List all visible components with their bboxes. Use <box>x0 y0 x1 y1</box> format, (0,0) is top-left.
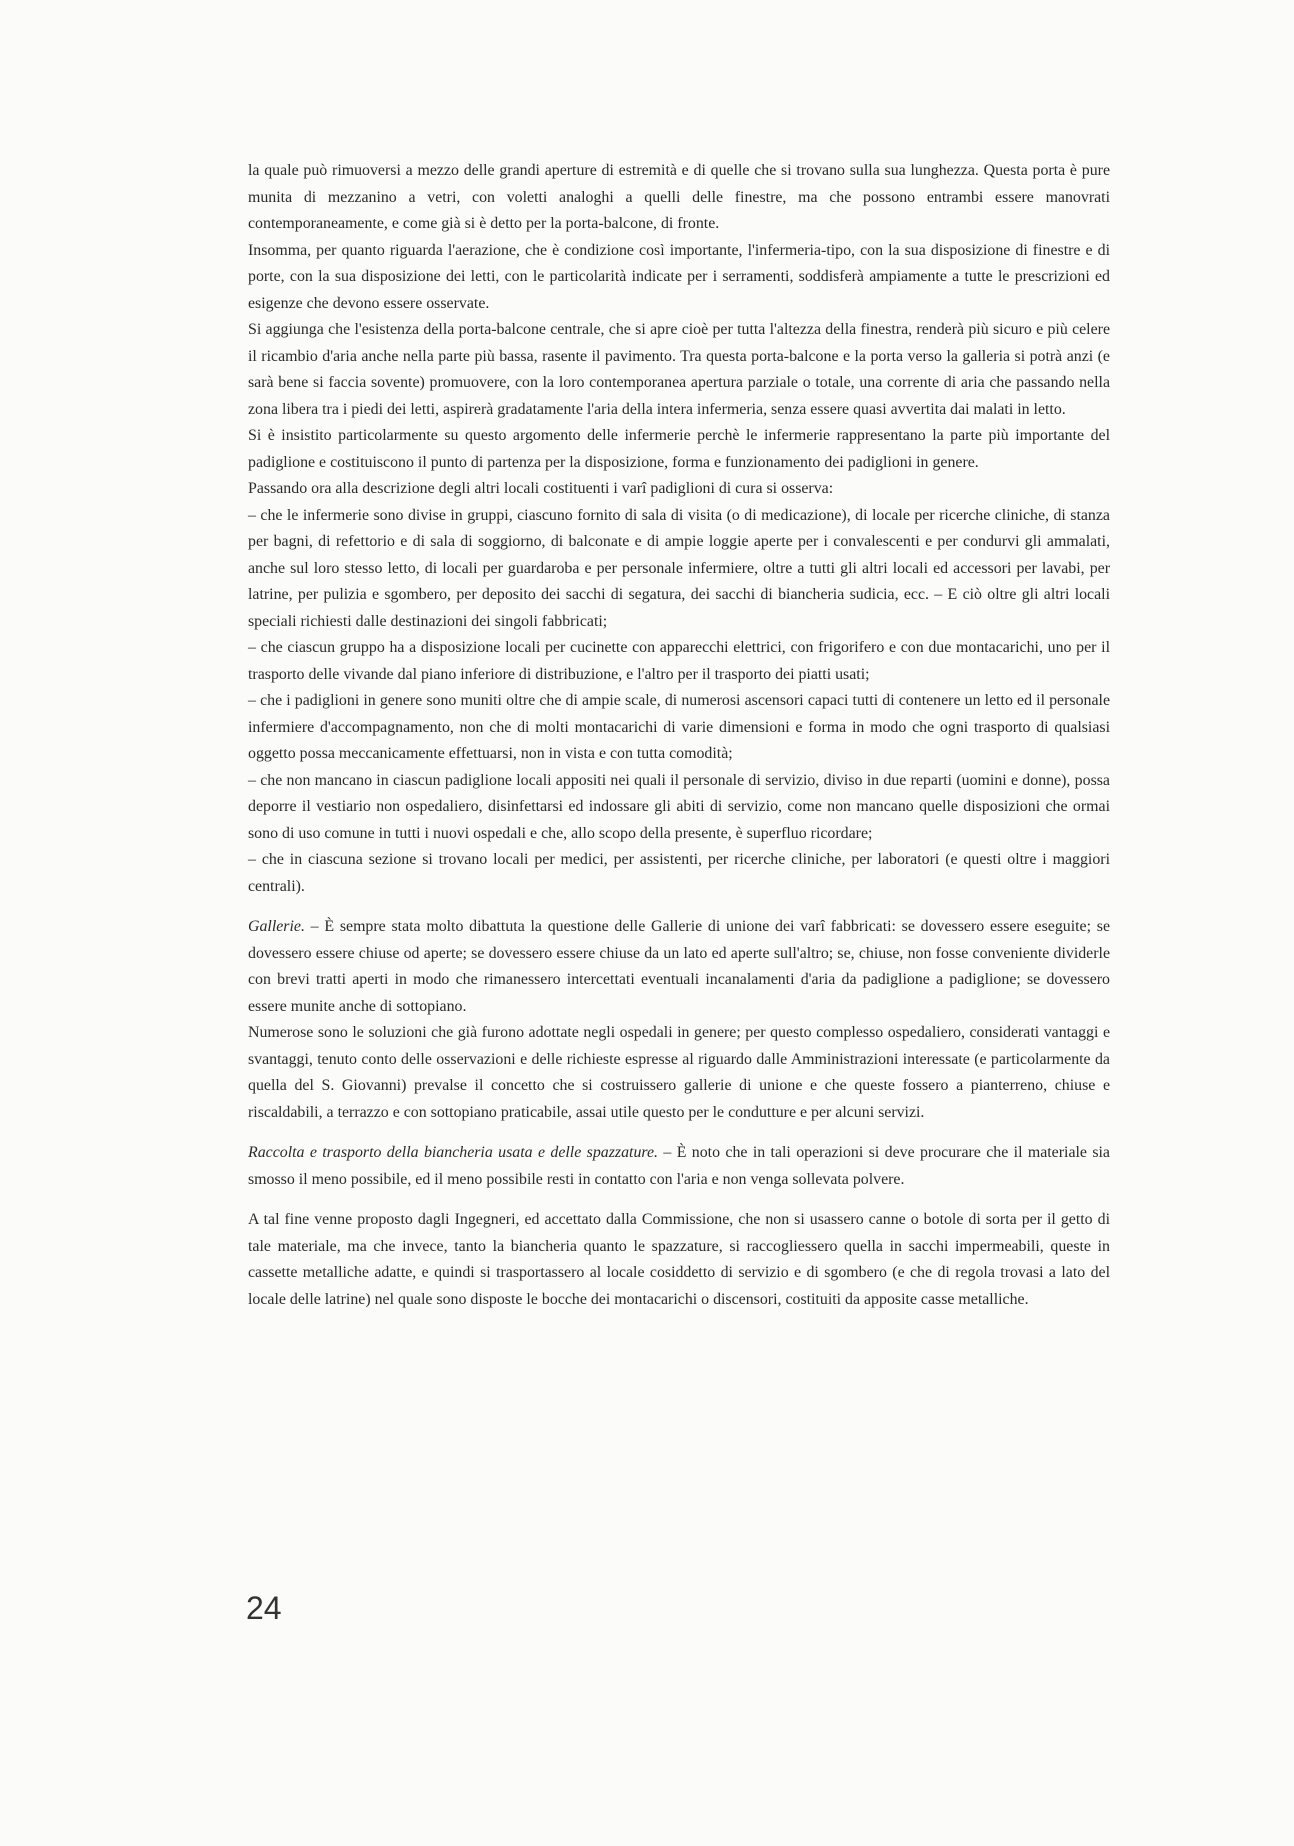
paragraph: la quale può rimuoversi a mezzo delle grandi aperture di estremità e di quelle che si trovano sulla sua lunghezza. Questa porta è pure munita di mezzanino a vetri, con voletti analoghi a quelli delle finestre, ma che possono entrambi essere manovrati contemporaneamente, e come già si è detto per la porta-balcone, di fronte. <box>248 162 1110 232</box>
paragraph: A tal fine venne proposto dagli Ingegneri, ed accettato dalla Commissione, che non si usassero canne o botole di sorta per il getto di tale materiale, ma che invece, tanto la biancheria quanto le spazzature, si raccogliessero quella in sacchi impermeabili, queste in cassette metalliche adatte, e quindi si trasportassero al locale cosiddetto di servizio e di sgombero (e che di regola trovasi a lato del locale delle latrine) nel quale sono disposte le bocche dei montacarichi o discensori, costituiti da apposite casse metalliche. <box>248 1211 1110 1308</box>
paragraph: Si è insistito particolarmente su questo argomento delle infermerie perchè le infermerie rappresentano la parte più importante del padiglione e costituiscono il punto di partenza per la disposizione, forma e funzionamento dei padiglioni in genere. <box>248 427 1110 471</box>
paragraph: Passando ora alla descrizione degli altri locali costituenti i varî padiglioni di cura si osserva: <box>248 480 834 497</box>
section-gallerie <box>248 914 1110 1020</box>
paragraph: Numerose sono le soluzioni che già furono adottate negli ospedali in genere; per questo complesso ospedaliero, considerati vantaggi e svantaggi, tenuto conto delle osservazioni e delle richieste espresse al riguardo dalle Amministrazioni interessate (e particolarmente da quella del S. Giovanni) prevalse il concetto che si costruissero gallerie di unione e che queste fossero a pianterreno, chiuse e riscaldabili, a terrazzo e con sottopiano praticabile, assai utile questo per le condutture e per alcuni servizi. <box>248 1024 1110 1121</box>
body-text <box>248 158 1110 1313</box>
section-text: – È noto che in tali operazioni si deve procurare che il materiale sia smosso il meno possibile, ed il meno possibile resti in contatto con l'aria e non venga sollevata polvere. <box>248 1144 1110 1188</box>
page-number: 24 <box>246 1590 282 1626</box>
list-item: – che in ciascuna sezione si trovano locali per medici, per assistenti, per ricerche cliniche, per laboratori (e questi oltre i maggiori centrali). <box>248 851 1110 895</box>
list-item: – che ciascun gruppo ha a disposizione locali per cucinette con apparecchi elettrici, con frigorifero e con due montacarichi, uno per il trasporto delle vivande dal piano inferiore di distribuzione, e l'altro per il trasporto dei piatti usati; <box>248 639 1110 683</box>
section-heading: Raccolta e trasporto della biancheria usata e delle spazzature. <box>248 1144 659 1161</box>
section-text: – È sempre stata molto dibattuta la questione delle Gallerie di unione dei varî fabbricati: se dovessero essere eseguite; se dovessero essere chiuse od aperte; se dovessero essere chiuse da un lato ed aperte sull'altro; se, chiuse, non fosse conveniente dividerle con brevi tratti aperti in modo che rimanessero intercettati eventuali incanalamenti d'aria da padiglione a padiglione; se dovessero essere munite anche di sottopiano. <box>248 918 1110 1015</box>
paragraph: Si aggiunga che l'esistenza della porta-balcone centrale, che si apre cioè per tutta l'altezza della finestra, renderà più sicuro e più celere il ricambio d'aria anche nella parte più bassa, rasente il pavimento. Tra questa porta-balcone e la porta verso la galleria si potrà anzi (e sarà bene si faccia sovente) promuovere, con la loro contemporanea apertura parziale o totale, una corrente di aria che passando nella zona libera tra i piedi dei letti, aspirerà gradatamente l'aria della intera infermeria, senza essere quasi avvertita dai malati in letto. <box>248 321 1110 418</box>
list-item: – che i padiglioni in genere sono muniti oltre che di ampie scale, di numerosi ascensori capaci tutti di contenere un letto ed il personale infermiere d'accompagnamento, non che di molti montacarichi di varie dimensioni e forma in modo che ogni trasporto di qualsiasi oggetto possa meccanicamente effettuarsi, non in vista e con tutta comodità; <box>248 692 1110 762</box>
section-raccolta <box>248 1140 1110 1193</box>
list-item: – che le infermerie sono divise in gruppi, ciascuno fornito di sala di visita (o di medicazione), di locale per ricerche cliniche, di stanza per bagni, di refettorio e di sala di soggiorno, di balconate e di ampie loggie aperte per i convalescenti e per condurvi gli ammalati, anche sul loro stesso letto, di locali per guardaroba e per personale infermiere, oltre a tutti gli altri locali ed accessori per lavabi, per latrine, per pulizia e sgombero, per deposito dei sacchi di segatura, dei sacchi di biancheria sudicia, ecc. – E ciò oltre gli altri locali speciali richiesti dalle destinazioni dei singoli fabbricati; <box>248 506 1110 630</box>
paragraph: Insomma, per quanto riguarda l'aerazione, che è condizione così importante, l'infermeria-tipo, con la sua disposizione di finestre e di porte, con la sua disposizione dei letti, con le particolarità indicate per i serramenti, soddisferà ampiamente a tutte le prescrizioni ed esigenze che devono essere osservate. <box>248 241 1110 312</box>
list-item: – che non mancano in ciascun padiglione locali appositi nei quali il personale di servizio, diviso in due reparti (uomini e donne), possa deporre il vestiario non ospedaliero, disinfettarsi ed indossare gli abiti di servizio, come non mancano quelle disposizioni che ormai sono di uso comune in tutti i nuovi ospedali e che, allo scopo della presente, è superfluo ricordare; <box>248 771 1110 842</box>
section-heading: Gallerie. <box>248 918 305 935</box>
